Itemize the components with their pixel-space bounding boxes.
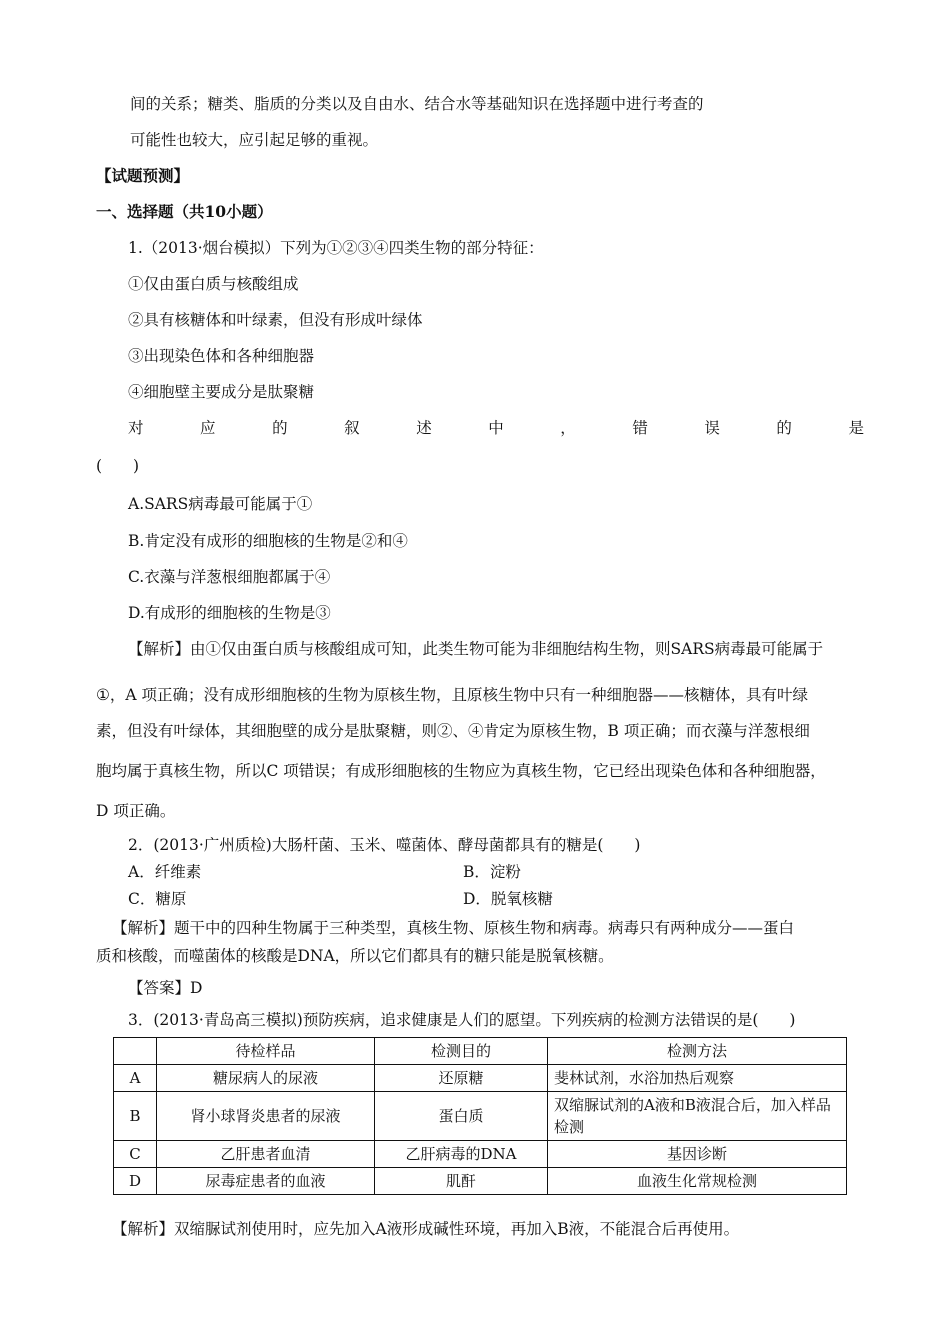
intro-line-2: 可能性也较大，应引起足够的重视。 — [130, 131, 379, 149]
q2-analysis-line-2: 质和核酸，而噬菌体的核酸是DNA，所以它们都具有的糖只能是脱氧核糖。 — [96, 947, 614, 965]
q2-stem: 2．(2013·广州质检)大肠杆菌、玉米、噬菌体、酵母菌都具有的糖是( ) — [128, 836, 641, 854]
q2-option-c: C．糖原 — [128, 890, 187, 908]
q1-prompt-char: 的 — [272, 419, 288, 437]
q1-prompt-char: 是 — [848, 419, 864, 437]
q1-feature-2: ②具有核糖体和叶绿素，但没有形成叶绿体 — [128, 311, 423, 329]
table-row — [114, 1092, 847, 1141]
table-cell: 斐林试剂，水浴加热后观察 — [548, 1065, 847, 1092]
q2-option-b: B．淀粉 — [463, 863, 521, 881]
q1-prompt-char: 应 — [200, 419, 216, 437]
table-cell: D — [114, 1168, 157, 1195]
q1-stem: 1.（2013·烟台模拟）下列为①②③④四类生物的部分特征： — [128, 239, 544, 257]
table-header-cell: 检测方法 — [548, 1038, 847, 1065]
q1-option-a: A.SARS病毒最可能属于① — [128, 495, 313, 513]
table-cell: 乙肝病毒的DNA — [375, 1141, 548, 1168]
q1-analysis-line-4: 胞均属于真核生物，所以C 项错误；有成形细胞核的生物应为真核生物，它已经出现染色体和各种细胞器， — [96, 762, 826, 780]
table-row — [114, 1141, 847, 1168]
q1-prompt-char: 误 — [704, 419, 720, 437]
table-cell: 双缩脲试剂的A液和B液混合后，加入样品检测 — [548, 1092, 847, 1141]
q1-analysis-line-3: 素，但没有叶绿体，其细胞壁的成分是肽聚糖，则②、④肯定为原核生物，B 项正确；而衣藻与洋葱根细 — [96, 722, 810, 740]
q1-analysis-line-5: D 项正确。 — [96, 802, 176, 820]
table-cell: 还原糖 — [375, 1065, 548, 1092]
q2-answer: 【答案】D — [128, 979, 203, 997]
table-cell: 肾小球肾炎患者的尿液 — [157, 1092, 375, 1141]
section-heading: 【试题预测】 — [96, 166, 190, 185]
intro-line-1: 间的关系；糖类、脂质的分类以及自由水、结合水等基础知识在选择题中进行考查的 — [130, 95, 704, 113]
table-cell: A — [114, 1065, 157, 1092]
table-cell: 肌酐 — [375, 1168, 548, 1195]
table-cell: 糖尿病人的尿液 — [157, 1065, 375, 1092]
q1-prompt-char: ， — [560, 419, 576, 437]
table-cell: 血液生化常规检测 — [548, 1168, 847, 1195]
q1-option-d: D.有成形的细胞核的生物是③ — [128, 604, 331, 622]
q1-feature-3: ③出现染色体和各种细胞器 — [128, 347, 315, 365]
table-header-cell — [114, 1038, 157, 1065]
q1-analysis-line-2: ①，A 项正确；没有成形细胞核的生物为原核生物，且原核生物中只有一种细胞器——核糖体，具有叶绿 — [96, 686, 809, 704]
q3-analysis: 【解析】双缩脲试剂使用时，应先加入A液形成碱性环境，再加入B液，不能混合后再使用。 — [112, 1220, 740, 1238]
q1-feature-1: ①仅由蛋白质与核酸组成 — [128, 275, 299, 293]
q1-prompt-char: 中 — [488, 419, 504, 437]
q1-analysis-line-1: 【解析】由①仅由蛋白质与核酸组成可知，此类生物可能为非细胞结构生物，则SARS病毒最可能属于 — [128, 640, 824, 658]
q1-answer-paren: ( ) — [96, 457, 140, 475]
part-heading: 一、选择题（共10小题） — [96, 202, 273, 221]
table-cell: 尿毒症患者的血液 — [157, 1168, 375, 1195]
q1-prompt-char: 错 — [632, 419, 648, 437]
q1-prompt-char: 对 — [128, 419, 144, 437]
q1-feature-4: ④细胞壁主要成分是肽聚糖 — [128, 383, 315, 401]
table-cell: 蛋白质 — [375, 1092, 548, 1141]
table-cell: C — [114, 1141, 157, 1168]
table-row — [114, 1065, 847, 1092]
q1-prompt-char: 的 — [776, 419, 792, 437]
q1-prompt-char: 叙 — [344, 419, 360, 437]
q1-prompt — [128, 417, 864, 439]
q1-option-b: B.肯定没有成形的细胞核的生物是②和④ — [128, 532, 408, 550]
table-header-cell: 检测目的 — [375, 1038, 548, 1065]
table-header-cell: 待检样品 — [157, 1038, 375, 1065]
q2-option-d: D．脱氧核糖 — [463, 890, 553, 908]
table-cell: 乙肝患者血清 — [157, 1141, 375, 1168]
table-row — [114, 1168, 847, 1195]
table-cell: 基因诊断 — [548, 1141, 847, 1168]
q3-table — [113, 1037, 847, 1195]
q1-option-c: C.衣藻与洋葱根细胞都属于④ — [128, 568, 331, 586]
q3-stem: 3．(2013·青岛高三模拟)预防疾病，追求健康是人们的愿望。下列疾病的检测方法错误的是( ) — [128, 1011, 796, 1029]
q2-analysis-line-1: 【解析】题干中的四种生物属于三种类型，真核生物、原核生物和病毒。病毒只有两种成分——蛋白 — [112, 919, 795, 937]
q2-option-a: A．纤维素 — [128, 863, 202, 881]
table-cell: B — [114, 1092, 157, 1141]
q1-prompt-char: 述 — [416, 419, 432, 437]
table-header-row — [114, 1038, 847, 1065]
